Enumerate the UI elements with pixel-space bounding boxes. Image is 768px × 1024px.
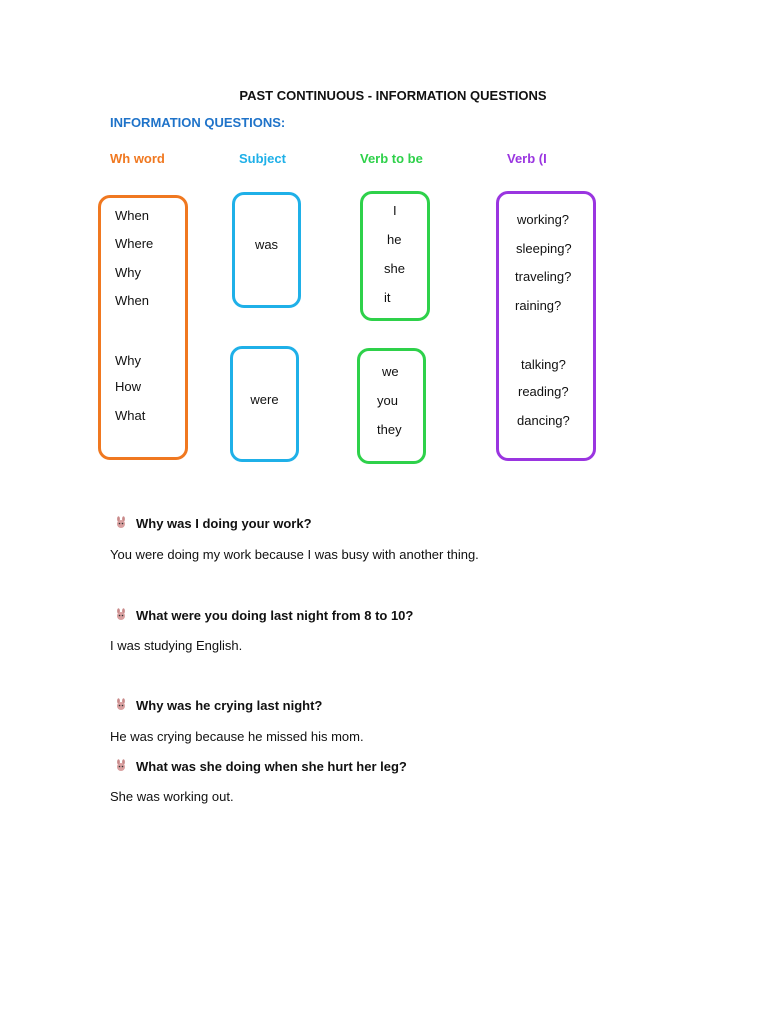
wh-word: When	[115, 293, 149, 308]
header-wh-word: Wh word	[110, 151, 165, 166]
answer-text: He was crying because he missed his mom.	[110, 729, 364, 744]
header-subject: Subject	[239, 151, 286, 166]
question-text: Why was he crying last night?	[136, 698, 323, 713]
answer-text: I was studying English.	[110, 638, 243, 653]
wh-word: Where	[115, 236, 154, 251]
pronoun-word: she	[384, 261, 405, 276]
pronoun-word: I	[393, 203, 397, 218]
pronoun-word: we	[382, 364, 399, 379]
wh-word: Why	[115, 353, 141, 368]
verb-word: raining?	[515, 298, 562, 313]
verb-word: sleeping?	[516, 241, 572, 256]
pronoun-word: it	[384, 290, 391, 305]
pronoun-word: he	[387, 232, 402, 247]
bunny-icon	[114, 759, 128, 773]
verb-word: reading?	[518, 384, 569, 399]
header-verb-to-be: Verb to be	[360, 151, 423, 166]
answer-text: She was working out.	[110, 789, 234, 804]
verb-word: dancing?	[517, 413, 570, 428]
question-text: What were you doing last night from 8 to 10?	[136, 608, 414, 623]
question-text: What was she doing when she hurt her leg?	[136, 759, 407, 774]
answer-text: You were doing my work because I was busy with another thing.	[110, 547, 479, 562]
page-title: PAST CONTINUOUS - INFORMATION QUESTIONS	[239, 88, 547, 103]
pronoun-word: you	[377, 393, 398, 408]
header-verb: Verb (I	[507, 151, 547, 166]
verb-word: talking?	[521, 357, 566, 372]
bunny-icon	[114, 516, 128, 530]
subject-word: were	[250, 392, 279, 407]
wh-word: What	[115, 408, 146, 423]
wh-word: When	[115, 208, 149, 223]
bunny-icon	[114, 608, 128, 622]
question-text: Why was I doing your work?	[136, 516, 312, 531]
section-subtitle: INFORMATION QUESTIONS:	[110, 115, 286, 130]
verb-word: working?	[517, 212, 570, 227]
bunny-icon	[114, 698, 128, 712]
subject-word: was	[254, 237, 279, 252]
verb-word: traveling?	[515, 269, 572, 284]
wh-word: How	[115, 379, 142, 394]
wh-word: Why	[115, 265, 141, 280]
pronoun-word: they	[377, 422, 402, 437]
